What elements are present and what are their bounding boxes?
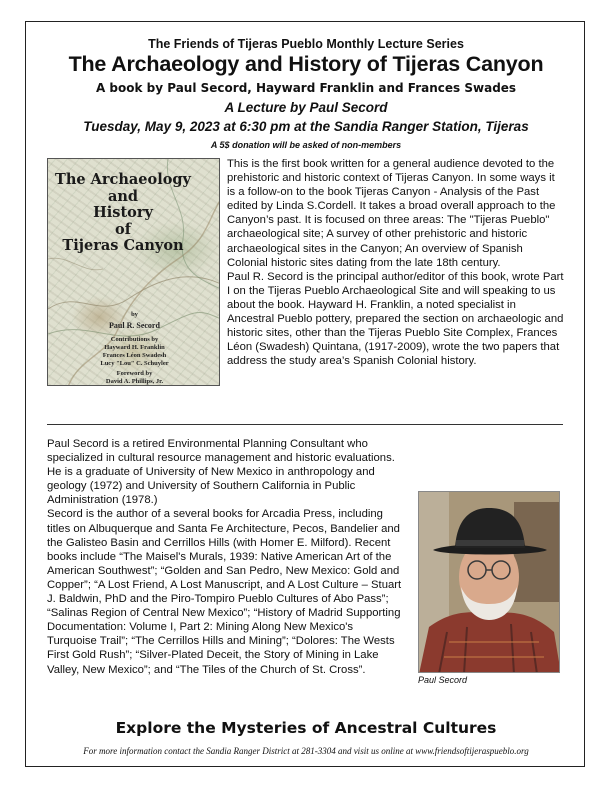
book-cover-contributions: Contributions by bbox=[110, 336, 159, 343]
book-cover-contributor-1: Hayward H. Franklin bbox=[104, 344, 165, 351]
photo-caption: Paul Secord bbox=[418, 675, 468, 685]
book-authors-subtitle: A book by Paul Secord, Hayward Franklin and Frances Swades bbox=[95, 81, 517, 95]
book-cover-contributor-3: Lucy "Lou" C. Schuyler bbox=[100, 360, 169, 367]
portrait-icon bbox=[419, 492, 560, 673]
book-description-paragraph-1: This is the first book written for a general audience devoted to the prehistoric and historic context of Tijeras Canyon. In some ways it is a follow-on to the book Tijeras Canyon - Analysis of the Past edited by Linda S.Cordell. It takes a broad overall approach to the Canyon’s past. It is focused on three areas: The "Tijeras Pueblo" archaeological site; A survey of other prehistoric and historic archaeological sites in the Canyon; An overview of Spanish Colonial historic sites dating from the late 18th century. bbox=[227, 158, 556, 269]
author-photo bbox=[418, 491, 560, 673]
section-divider bbox=[47, 424, 563, 425]
book-cover-image bbox=[47, 158, 220, 386]
donation-note: A 5$ donation will be asked of non-members bbox=[210, 140, 402, 150]
book-cover-by: by bbox=[131, 311, 138, 318]
book-cover-author: Paul R. Secord bbox=[109, 321, 160, 330]
lecture-series-heading: The Friends of Tijeras Pueblo Monthly Lecture Series bbox=[148, 37, 464, 51]
book-cover-foreword: Foreword by bbox=[116, 370, 153, 377]
lecture-date-location: Tuesday, May 9, 2023 at 6:30 pm at the Sandia Ranger Station, Tijeras bbox=[83, 119, 529, 134]
lecture-speaker: A Lecture by Paul Secord bbox=[224, 100, 388, 115]
page-title: The Archaeology and History of Tijeras Canyon bbox=[68, 52, 544, 76]
book-cover-contributor-2: Frances Léon Swadesh bbox=[102, 352, 167, 359]
biography-paragraph-2: Secord is the author of a several books for Arcadia Press, including titles on Albuquerque and Santa Fe Architecture, Pecos, Bandelier and the Galisteo Basin and Cerrillos Hills (with Homer E. Milford). Recent books include “The Maisel's Murals, 1939: Native American Art of the American Southwest”; “Golden and San Pedro, New Mexico: Gold and Copper”; “A Lost Friend, A Lost Manuscript, and A Lost Culture – Stuart J. Baldwin, PhD and the Piro-Tompiro Pueblo Cultures of Abo Pass”; “Salinas Region of Central New Mexico”; “History of Madrid Supporting Documentation: Volume I, Part 2: Mining Along New Mexico's Turquoise Trail”; “The Cerrillos Hills and Mining”; “Dolores: The Wests First Gold Rush”; “Silver-Plated Deceit, the Story of Mining in Lake Valley, New Mexico”; and “The Tiles of the Church of St. Cross”. bbox=[47, 508, 402, 676]
explore-tagline: Explore the Mysteries of Ancestral Cultures bbox=[115, 719, 497, 737]
biography-paragraph-1: Paul Secord is a retired Environmental Planning Consultant who specialized in cultural resource management and historic evaluations. He is a graduate of University of New Mexico in anthropology and geology (1972) and University of Southern California in Public Administration (1978.) bbox=[47, 438, 395, 507]
book-cover-foreword-author: David A. Phillips, Jr. bbox=[105, 378, 164, 385]
contact-info: For more information contact the Sandia Ranger District at 281-3304 and visit us online at www.friendsoftijeraspueblo.org bbox=[83, 746, 529, 756]
book-cover-title: The Archaeology and History of Tijeras Canyon bbox=[55, 171, 191, 254]
book-description-paragraph-2: Paul R. Secord is the principal author/editor of this book, wrote Part I on the Tijeras Pueblo Archaeological Site and will speaking to us about the book. Hayward H. Franklin, a noted specialist in Ancestral Pueblo pottery, prepared the section on archaeologic and historic sites, other than the Tijeras Pueblo Site Complex, Frances Léon (Swadesh) Quintana, (1917-2009), wrote the two papers that address the study area’s Spanish Colonial history. bbox=[227, 270, 564, 368]
